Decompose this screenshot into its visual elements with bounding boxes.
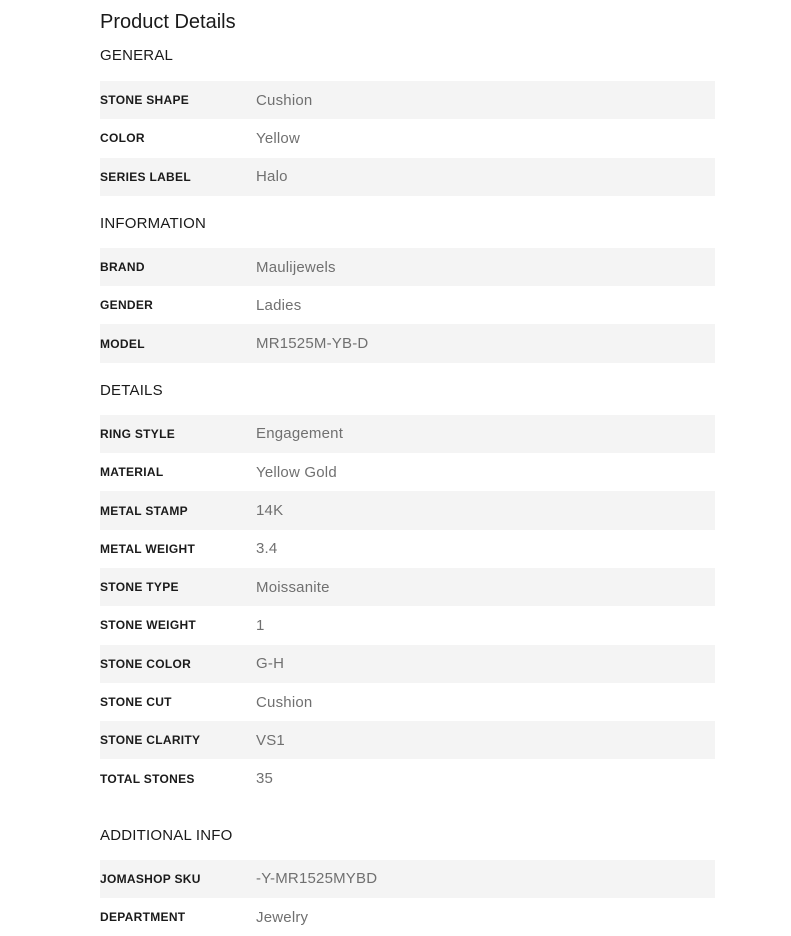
spec-row <box>100 81 715 119</box>
spec-row <box>100 721 715 759</box>
section-title: DETAILS <box>100 381 163 399</box>
spec-table <box>100 248 715 363</box>
spec-row <box>100 759 715 797</box>
spec-row <box>100 530 715 568</box>
section-information <box>100 214 715 363</box>
spec-row <box>100 248 715 286</box>
spec-row <box>100 119 715 157</box>
spec-value: G-H <box>256 655 285 673</box>
spec-value: Cushion <box>256 693 313 711</box>
spec-row <box>100 415 715 453</box>
spec-row <box>100 158 715 196</box>
spec-value: 1 <box>256 616 265 634</box>
spec-label: STONE CLARITY <box>100 733 201 748</box>
spec-label: RING STYLE <box>100 426 176 441</box>
spec-label: MATERIAL <box>100 465 164 480</box>
spec-label: STONE TYPE <box>100 580 179 595</box>
spec-label: DEPARTMENT <box>100 910 186 925</box>
section-title: ADDITIONAL INFO <box>100 826 233 844</box>
spec-value: Moissanite <box>256 578 330 596</box>
spec-value: Engagement <box>256 425 344 443</box>
spec-value: Maulijewels <box>256 258 336 276</box>
spec-label: TOTAL STONES <box>100 771 195 786</box>
spec-row <box>100 453 715 491</box>
spec-row <box>100 324 715 362</box>
spec-value: Jewelry <box>256 908 309 926</box>
spec-value: 3.4 <box>256 540 278 558</box>
section-general <box>100 46 715 196</box>
section-details <box>100 381 715 798</box>
spec-row <box>100 860 715 898</box>
spec-value: Halo <box>256 168 288 186</box>
spec-label: GENDER <box>100 298 154 313</box>
spec-label: STONE WEIGHT <box>100 618 197 633</box>
spec-table <box>100 415 715 798</box>
spec-label: STONE COLOR <box>100 656 192 671</box>
spec-label: STONE SHAPE <box>100 93 190 108</box>
page-title: Product Details <box>100 11 236 33</box>
spec-row <box>100 683 715 721</box>
spec-label: SERIES LABEL <box>100 169 191 184</box>
spec-label: METAL WEIGHT <box>100 541 196 556</box>
product-details-panel <box>100 0 715 936</box>
spec-table <box>100 860 715 936</box>
spec-label: JOMASHOP SKU <box>100 871 201 886</box>
spec-value: Yellow Gold <box>256 463 337 481</box>
spec-row <box>100 898 715 936</box>
section-title: GENERAL <box>100 47 174 64</box>
spec-value: 35 <box>256 770 274 788</box>
spec-value: Yellow <box>256 129 301 147</box>
spec-row <box>100 645 715 683</box>
spec-label: METAL STAMP <box>100 503 188 518</box>
spec-row <box>100 286 715 324</box>
spec-row <box>100 606 715 644</box>
spec-label: STONE CUT <box>100 695 172 709</box>
spec-row <box>100 491 715 529</box>
spec-label: BRAND <box>100 260 145 275</box>
spec-value: Cushion <box>256 91 313 109</box>
spec-value: MR1525M-YB-D <box>256 335 369 353</box>
section-title: INFORMATION <box>100 214 207 232</box>
spec-row <box>100 568 715 606</box>
spec-value: -Y-MR1525MYBD <box>256 870 378 888</box>
spec-value: 14K <box>256 502 284 520</box>
spec-label: MODEL <box>100 336 145 351</box>
spec-value: Ladies <box>256 296 302 314</box>
spec-value: VS1 <box>256 731 285 749</box>
spec-table <box>100 81 715 196</box>
spec-label: COLOR <box>100 131 145 146</box>
section-additional-info <box>100 826 715 936</box>
